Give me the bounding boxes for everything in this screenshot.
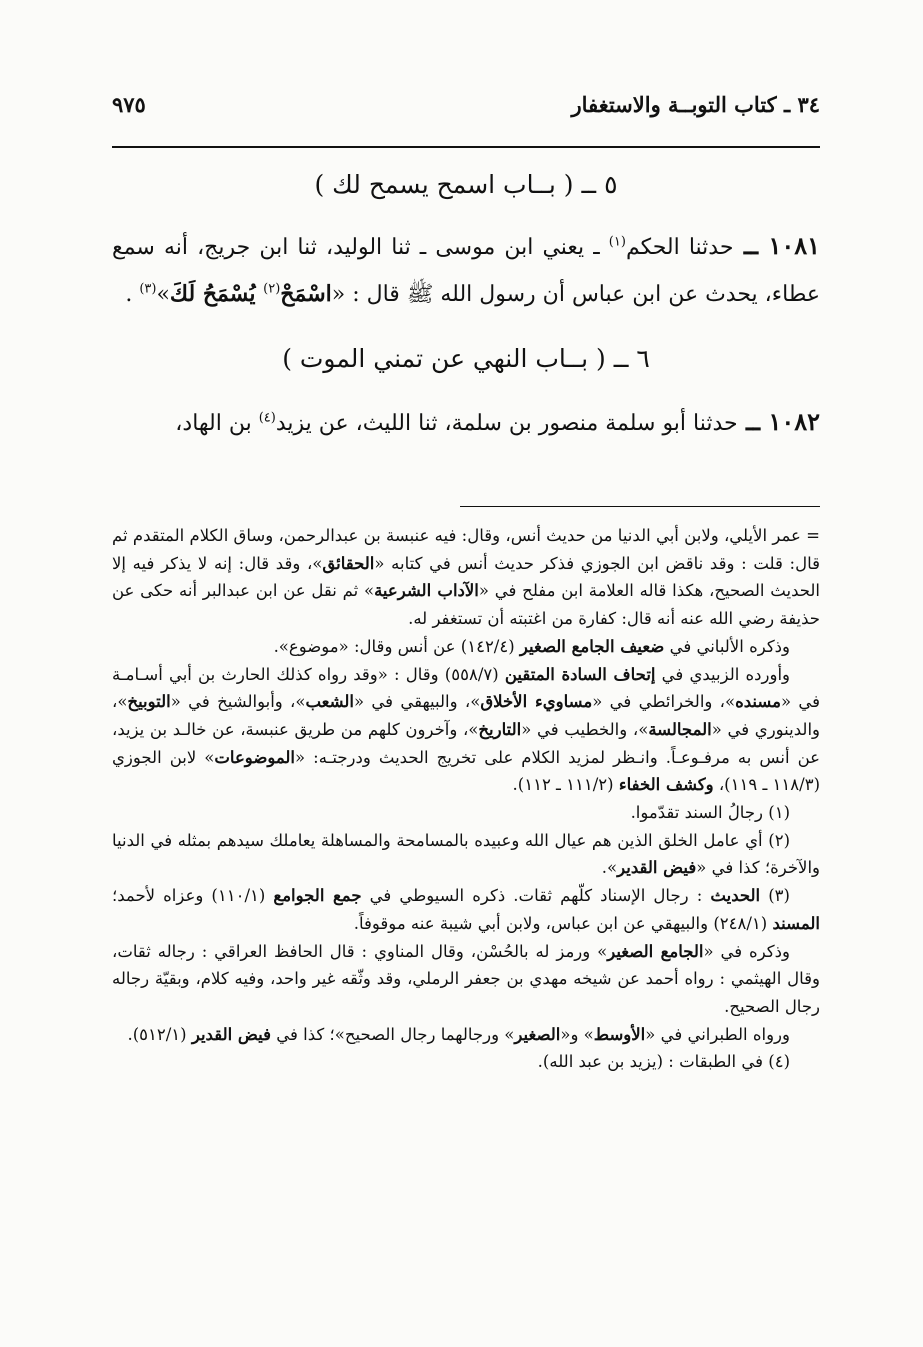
footnote-text: »، والخطيب في « — [521, 719, 649, 739]
book-title: وكشف الخفاء — [618, 775, 714, 795]
footnote-text: وذكره الألباني في — [664, 636, 790, 656]
book-title: فيض القدير — [617, 858, 697, 878]
footnote-text: » ورجالهما رجال الصحيح»؛ كذا في — [271, 1024, 515, 1044]
footnote-1: (١) رجالُ السند تقدّموا. — [630, 803, 790, 823]
book-title: الجامع الصغير — [607, 941, 704, 961]
page-number: ٩٧٥ — [112, 92, 146, 117]
footnote-separator — [460, 506, 820, 507]
hadith-text: ـ يعني ابن موسى ـ ثنا الوليد، ثنا ابن جريج، أنه سمع عطاء، يحدث عن ابن عباس أن رسول الله ﷺ قال : « — [112, 235, 820, 307]
footnote-2 — [112, 827, 820, 882]
book-title: إتحاف السادة المتقين — [504, 664, 656, 684]
footnote-text: (١٤٢/٤) عن أنس وقال: «موضوع». — [273, 636, 520, 656]
footnotes — [112, 522, 820, 1076]
book-title: التاريخ — [478, 719, 522, 739]
book-title: مسنده — [735, 692, 781, 712]
hadith-matn: يُسْمَحُ لَكَ — [169, 281, 264, 307]
footnote-ref: (١) — [608, 234, 626, 250]
footnote-ref: (٢) — [263, 281, 281, 297]
header-rule — [112, 146, 820, 148]
hadith-paragraph — [112, 399, 820, 447]
book-title: المسند — [772, 913, 820, 933]
footnote-ref: (٤) — [258, 410, 276, 426]
footnote-text: (٢) أي عامل الخلق الذين هم عيال الله وعبيده بالمسامحة والمساهلة يعاملك سيدهم بمثله في الدنيا والآخرة؛ كذا في « — [112, 830, 820, 878]
book-title: الأوسط — [593, 1024, 646, 1044]
footnote-text: »، وآخرون كلهم من طريق عنبسة، عن خالـد بن يزيد، عن أنس به مرفـوعـاً. وانـظر لمزيد الكلام على تخريج الحديث ودرجتـه: « — [112, 719, 820, 767]
book-title: المجالسة — [648, 719, 712, 739]
footnote-text: (٥١٢/١). — [127, 1024, 192, 1044]
footnote-text: »، وأبوالشيخ في « — [170, 692, 306, 712]
book-title: الموضوعات — [214, 747, 296, 767]
book-title: الصغير — [514, 1024, 561, 1044]
hadith-text: . — [125, 282, 140, 307]
footnote-text: ». — [601, 858, 618, 878]
hadith-matn: اسْمَحْ — [280, 281, 332, 307]
footnote-text: (٥٥٨/٧) وقال : «وقد رواه كذلك الحارث بن أبي أسـامـة في « — [112, 664, 820, 712]
footnote-paragraph — [112, 1021, 820, 1049]
footnote-keyword: الحديث — [710, 886, 761, 906]
footnote-marker: (٣) — [760, 886, 790, 906]
footnote-4: (٤) في الطبقات : (يزيد بن عبد الله). — [537, 1052, 790, 1072]
footnote-text: (٢٤٨/١) والبيهقي عن ابن عباس، ولابن أبي شيبة عنه موقوفاً. — [353, 913, 773, 933]
footnote-text: » لابن الجوزي (١١٨/٣ ـ ١١٩)، — [112, 747, 820, 795]
footnote-continuation — [112, 522, 820, 633]
book-title: فيض القدير — [191, 1024, 271, 1044]
hadith-dash: ــ — [733, 231, 769, 260]
book-title: التوبيخ — [127, 692, 171, 712]
footnote-text: » ورمز له بالحُسْن، وقال المناوي : قال الحافظ العراقي : رجاله ثقات، وقال الهيثمي : رواه أحمد عن شيخه مهدي بن جعفر الرملي، وقد وثّقه غير واحد، وفيه كلام، وبقيّة رجاله رجال الصحيح. — [112, 941, 820, 1016]
book-title: ضعيف الجامع الصغير — [519, 636, 665, 656]
book-title: الحقائق — [322, 553, 375, 573]
hadith-text: بن الهاد، — [175, 411, 259, 436]
hadith-dash: ــ — [737, 407, 769, 436]
book-title: الشعب — [305, 692, 354, 712]
main-text — [112, 160, 820, 447]
footnote-paragraph — [112, 938, 820, 1021]
running-title: ٣٤ ـ كتاب التوبــة والاستغفار — [571, 92, 820, 117]
hadith-paragraph — [112, 223, 820, 318]
footnote-text: »، والبيهقي في « — [353, 692, 481, 712]
footnote-text: » ثم نقل عن ابن عبدالبر أنه حكى عن حذيفة رضي الله عنه أنه قال: كفارة من اغتبته أن تستغفر له. — [112, 581, 820, 629]
footnote-text: »، والدينوري في « — [112, 692, 820, 739]
footnote-text: وأورده الزبيدي في — [655, 664, 790, 684]
footnote-text: : رجال الإسناد كلّهم ثقات. ذكره السيوطي في — [361, 886, 711, 906]
footnote-text: »، وقد قال: إنه لا يذكر فيه إلا الحديث الصحيح، هكذا قاله العلامة ابن مفلح في « — [112, 553, 821, 601]
book-title: مساويء الأخلاق — [480, 692, 593, 712]
footnote-ref: (٣) — [139, 281, 157, 297]
book-title: الآداب الشرعية — [374, 581, 479, 601]
footnote-text: وذكره في « — [703, 941, 790, 961]
page-header — [112, 92, 820, 142]
footnote-3 — [112, 882, 820, 937]
footnote-text: (١١١/٢ ـ ١١٢). — [512, 775, 619, 795]
hadith-text: حدثنا الحكم — [625, 235, 734, 260]
footnote-paragraph — [112, 661, 820, 800]
book-title: جمع الجوامع — [273, 886, 362, 906]
chapter-heading: ٦ ــ ( بــاب النهي عن تمني الموت ) — [282, 344, 650, 373]
hadith-number: ١٠٨١ — [768, 231, 820, 260]
footnote-paragraph — [112, 633, 820, 661]
footnote-text: ورواه الطبراني في « — [645, 1024, 790, 1044]
footnote-text: » و« — [560, 1024, 594, 1044]
hadith-text: حدثنا أبو سلمة منصور بن سلمة، ثنا الليث، عن يزيد — [275, 411, 738, 436]
footnote-text: »، والخرائطي في « — [592, 692, 736, 712]
footnote-text: (١١٠/١) وعزاه لأحمد؛ — [112, 886, 274, 906]
chapter-heading: ٥ ــ ( بــاب اسمح يسمح لك ) — [314, 170, 618, 199]
footnote-text: = عمر الأيلي، ولابن أبي الدنيا من حديث أنس، وقال: فيه عنبسة بن عبدالرحمن، وساق الكلام المتقدم ثم قال: قلت : وقد ناقض ابن الجوزي فذكر حديث أنس في كتابه « — [112, 526, 820, 573]
hadith-text: » — [156, 282, 170, 307]
hadith-number: ١٠٨٢ — [768, 407, 820, 436]
